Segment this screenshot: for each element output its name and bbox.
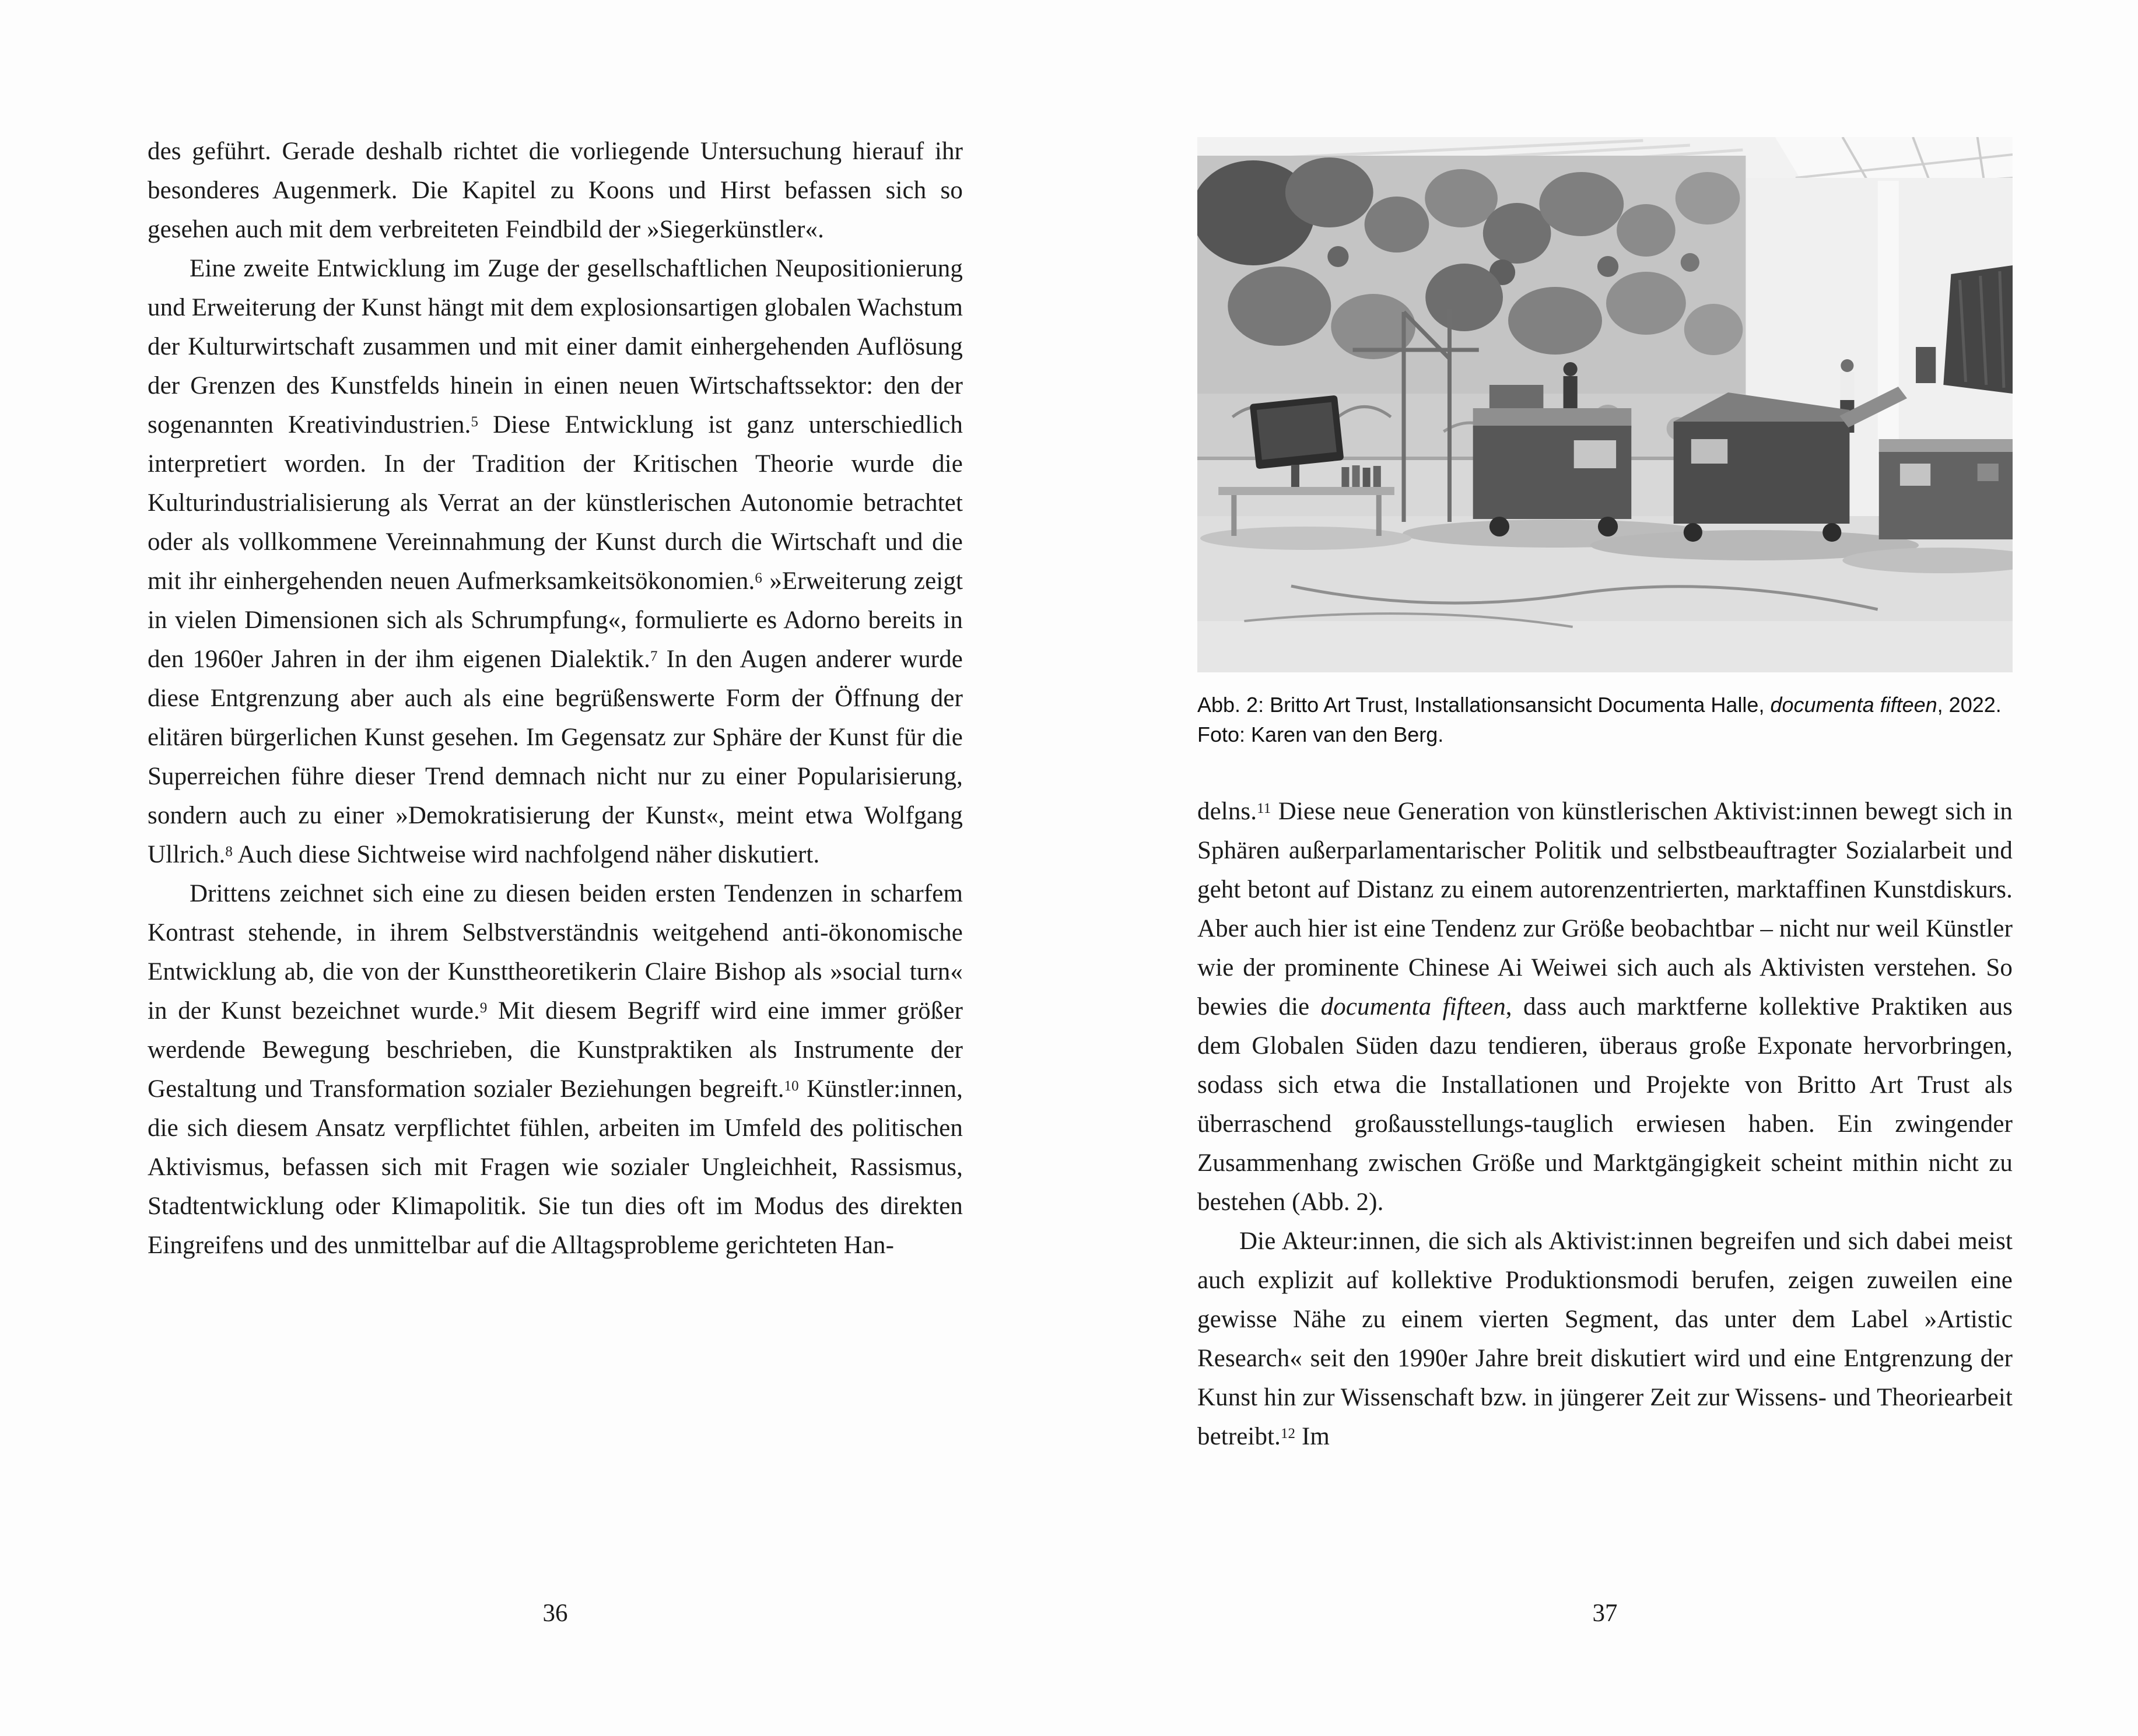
page-number-left: 36 [542,1600,568,1627]
page-right-text [1197,792,2013,1456]
page-right [1197,0,2013,1736]
paragraph: delns.$^{11}$ Diese neue Generation von künstlerischen Aktivist:innen bewegt sich in Sphären außerparlamentarischer Politik und selbstbeauftragter Sozialarbeit und geht betont auf Distanz zu einem autorenzentrierten, marktaffinen Kunstdiskurs. Aber auch hier ist eine Tendenz zur Größe beobachtbar – nicht nur weil Künstler wie der prominente Chinese Ai Weiwei sich auch als Aktivisten verstehen. So bewies die documenta fifteen, dass auch marktferne kollektive Praktiken aus dem Globalen Süden dazu tendieren, überaus große Exponate hervorbringen, sodass sich etwa die Installationen und Projekte von Britto Art Trust als überraschend großausstellungs-tauglich erwiesen haben. Ein zwingender Zusammenhang zwischen Größe und Marktgängigkeit scheint mithin nicht zu bestehen (Abb. 2). [1197,798,2013,1216]
paragraph: des geführt. Gerade deshalb richtet die vorliegende Untersuchung hierauf ihr besonderes Augenmerk. Die Kapitel zu Koons und Hirst befassen sich so gesehen auch mit dem verbreiteten Feindbild der »Siegerkünstler«. [148,138,963,243]
installation-photo-graphic [1197,137,2013,672]
floor [1197,516,2013,672]
page-left-text [148,132,963,1265]
figure-caption: Abb. 2: Britto Art Trust, Installationsansicht Documenta Halle, documenta fifteen, 2022. Foto: Karen van den Berg. [1197,693,2002,746]
figure-abb-2 [1197,137,2013,749]
page-number-right: 37 [1592,1600,1618,1627]
paragraph: Die Akteur:innen, die sich als Aktivist:innen begreifen und sich dabei meist auch explizit auf kollektive Produktionsmodi berufen, zeigen zuweilen eine gewisse Nähe zu einem vierten Segment, das unter dem Label »Artistic Research« seit den 1990er Jahre breit diskutiert wird und eine Entgrenzung der Kunst hin zur Wissenschaft bzw. in jüngerer Zeit zur Wissens- und Theoriearbeit betreibt.$^{12}$ Im [1197,1228,2013,1450]
page-left [148,0,963,1736]
paragraph: Eine zweite Entwicklung im Zuge der gesellschaftlichen Neupositionierung und Erweiterung der Kunst hängt mit dem explosionsartigen globalen Wachstum der Kulturwirtschaft zusammen und mit einer damit einhergehenden Auflösung der Grenzen des Kunstfelds hinein in einen neuen Wirtschaftssektor: den der sogenannten Kreativindustrien.$^5$ Diese Entwicklung ist ganz unterschiedlich interpretiert worden. In der Tradition der Kritischen Theorie wurde die Kulturindustrialisierung als Verrat an der künstlerischen Autonomie betrachtet oder als vollkommene Vereinnahmung der Kunst durch die Wirtschaft und die mit ihr einhergehenden neuen Aufmerksamkeitsökonomien.$^6$ »Erweiterung zeigt in vielen Dimensionen sich als Schrumpfung«, formulierte es Adorno bereits in den 1960er Jahren in der ihm eigenen Dialektik.$^7$ In den Augen anderer wurde diese Entgrenzung aber auch als eine begrüßenswerte Form der Öffnung der elitären bürgerlichen Kunst gesehen. Im Gegensatz zur Sphäre der Kunst für die Superreichen führe dieser Trend demnach nicht nur zu einer Popularisierung, sondern auch zu einer »Demokratisierung der Kunst«, meint etwa Wolfgang Ullrich.$^8$ Auch diese Sichtweise wird nachfolgend näher diskutiert. [148,255,963,868]
figure-photo [1197,137,2013,672]
paragraph: Drittens zeichnet sich eine zu diesen beiden ersten Tendenzen in scharfem Kontrast stehende, in ihrem Selbstverständnis weitgehend anti-ökonomische Entwicklung ab, die von der Kunsttheoretikerin Claire Bishop als »social turn« in der Kunst bezeichnet wurde.$^9$ Mit diesem Begriff wird eine immer größer werdende Bewegung beschrieben, die Kunstpraktiken als Instrumente der Gestaltung und Transformation sozialer Beziehungen begreift.$^{10}$ Künstler:innen, die sich diesem Ansatz verpflichtet fühlen, arbeiten im Umfeld des politischen Aktivismus, befassen sich mit Fragen wie sozialer Ungleichheit, Rassismus, Stadtentwicklung oder Klimapolitik. Sie tun dies oft im Modus des direkten Eingreifens und des unmittelbar auf die Alltagsprobleme gerichteten Han- [148,880,963,1259]
